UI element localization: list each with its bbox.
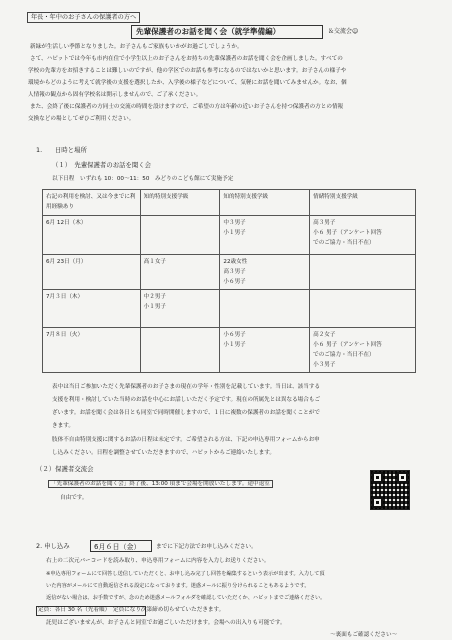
table-cell (140, 255, 220, 290)
apply-line: ※申込専用フォームにて回答し送信していただくと、お申し込み完了し回答を編集するという表示が出ます。入力して頂 (46, 571, 325, 577)
table-row (43, 290, 416, 328)
participant: 中２男子 (143, 294, 167, 300)
qr-code[interactable] (370, 470, 410, 510)
back-side-note: ～裏面もご確認ください～ (330, 632, 398, 638)
participant: 小１男子 (223, 230, 246, 236)
exchange-line (48, 481, 273, 488)
table-row (43, 216, 416, 255)
table-row (43, 255, 416, 290)
note-line: きます。 (52, 423, 74, 429)
childcare-text: 託児はございませんが、お子さんと同室でお過ごしいただけます。会場への出入りも可能です。 (46, 620, 286, 626)
participant: 22歳女性 (223, 259, 248, 265)
table-cell (310, 290, 416, 328)
participant: 小６男子 (223, 332, 246, 338)
table-cell (220, 255, 310, 290)
participant: 高３男子 (313, 220, 336, 226)
intro-line: さて、ハピットでは今年も市内在住で小学生以上のお子さんをお持ちの先輩保護者のお話を聞く会を企画しました。すべての (30, 56, 343, 62)
section-heading-schedule: 1. 日時と場所 (36, 146, 87, 154)
intro-line: 学校の先輩方をお招きすることは難しいのですが、他の学区でのお話も参考になるのではないかと思います。お子さんの様子や (28, 68, 347, 74)
intro-line: 人情報の観点から固有学校名は開示しませんので、ご了承ください。 (28, 92, 202, 98)
apply-line: 右上の二次元バーコードを読み取り、申込専用フォームに内容を入力しお送りください。 (46, 558, 270, 564)
date-cell: 6月 23日（月） (43, 255, 141, 290)
table-header-cell: 知的特別支援学級 (140, 190, 220, 216)
participant: 中３男子 (223, 220, 246, 226)
table-cell (140, 290, 220, 328)
note-line: 表中は当日ご参加いただく先輩保護者のお子さまの現在の学年・性別を記載しています。当日は、該当する (52, 384, 321, 390)
intro-line: また、会終了後に保護者の方同士の交流の時間を設けますので、ご希望の方は年齢の近いお子さんを持つ保護者の方との情報 (30, 104, 344, 110)
subsection-exchange: （２）保護者交流会 (36, 465, 94, 473)
participant: 小１男子 (223, 342, 246, 348)
table-cell (310, 328, 416, 373)
participant: 小６ 男子（アンケート回答 (313, 342, 382, 348)
schedule-table (42, 189, 416, 373)
subsection-talk: （１） 先輩保護者のお話を聞く会 (52, 161, 152, 169)
exchange-text: 「先輩保護者のお話を聞く会」終了後、13:00 頃まで会場を開放いたします。途中退室 (48, 480, 273, 488)
participant: 高３男子 (223, 269, 246, 275)
table-cell (140, 216, 220, 255)
participant: 高１女子 (143, 259, 167, 265)
table-header-cell: 右記の利用を検討、又は今までに利用経験あり (43, 190, 141, 216)
qr-finder (372, 497, 383, 508)
participant: 小６ 男子（アンケート回答 (313, 230, 382, 236)
table-cell (220, 216, 310, 255)
apply-heading-prefix: 2. 申し込み (36, 542, 70, 550)
table-header-cell: 知的特別支援学級 (220, 190, 310, 216)
participant: 小６男子 (223, 279, 246, 285)
deadline-date: 6月６日（金） (94, 543, 141, 551)
page-title: 先輩保護者のお話を聞く会（就学準備編） (131, 25, 323, 39)
apply-line: いた内容がメールにて自動返信される設定になっております。迷惑メールに振り分けられることもあるようです。 (46, 583, 310, 589)
note-line: し込みください。日程を調整させていただきますので、ハピットからご連絡いたします。 (52, 450, 275, 456)
qr-finder (397, 472, 408, 483)
table-row (43, 328, 416, 373)
participant: でのご協力・当日不在） (313, 240, 375, 246)
apply-heading-suffix: までに下記方法でお申し込みください。 (156, 544, 257, 550)
note-line: 支援を利用・検討していた当時のお話を中心にお話しいただく予定です。現在の所属先とは異なる場合もご (52, 397, 321, 403)
table-cell (220, 328, 310, 373)
participant: 小３男子 (313, 362, 336, 368)
date-cell: 7月８日（火） (43, 328, 141, 373)
date-cell: 6月 12日（木） (43, 216, 141, 255)
intro-line: 交換などの場としてぜひご利用ください。 (28, 116, 135, 122)
participant: 小１男子 (143, 304, 167, 310)
capacity-text: 定員：各日 30 名（先着順） 定員になり次第締め切らせていただきます。 (38, 607, 225, 613)
table-cell (310, 255, 416, 290)
note-line: ざいます。お話を聞く会は各日とも同室で同時開催しますので、１日に複数の保護者のお話を聞くことがで (52, 410, 320, 416)
audience-tag: 年長・年中のお子さんの保護者の方へ (27, 12, 140, 23)
table-cell (140, 328, 220, 373)
exchange-line: 自由です。 (60, 495, 88, 501)
intro-line: 環境からどのように考えて就学後の支援を選択したか、入学後の様子などについて、気軽にお話を聞いてみませんか。なお、個 (28, 80, 347, 86)
table-cell (310, 216, 416, 255)
talk-schedule-detail: 以下日程 いずれも 10：00～11：50 みどりのこども館にて実施予定 (52, 176, 234, 182)
date-cell: 7月３日（木） (43, 290, 141, 328)
apply-line: 返信がない場合は、お手数ですが、念のため迷惑メールフォルダを確認していただくか、ハピットまでご連絡ください。 (46, 595, 326, 601)
intro-line: 新緑が生活しい季節となりました。お子さんもご家族もいかがお過ごしでしょうか。 (30, 44, 243, 50)
table-header-cell: 情緒特別支援学級 (310, 190, 416, 216)
table-cell (220, 290, 310, 328)
participant: でのご協力・当日不在） (313, 352, 375, 358)
title-suffix: ＆交流会☺ (328, 28, 359, 35)
note-line: 肢体不自由特別支援に関するお話の日程は未定です。ご希望される方は、下記の申込専用フォームからお申 (52, 437, 320, 443)
table-header-row (43, 190, 416, 216)
participant: 高２女子 (313, 332, 336, 338)
qr-finder (372, 472, 383, 483)
